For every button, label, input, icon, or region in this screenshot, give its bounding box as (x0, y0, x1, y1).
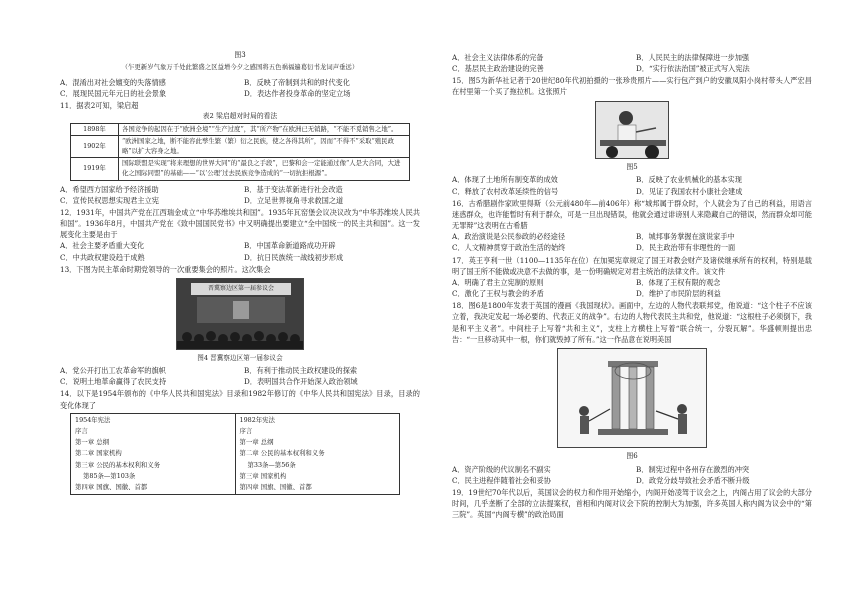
q13-option-b: B．有利于推动民主政权建设的探索 (244, 366, 358, 376)
q12-option-b: B．中国革命新道路成功开辟 (244, 241, 336, 251)
q15-text: 15．图5为新华社记者于20世纪80年代初拍摄的一张珍贵照片——实行包产到户的安徽凤阳小岗村带头人严宏昌在村里第一个买了拖拉机。这张照片 (452, 76, 812, 97)
q16-options (452, 231, 812, 253)
q16-option-a: A．政治演说是公民参政的必经途径 (452, 232, 566, 242)
table2-year: 1919年 (71, 158, 119, 180)
table2-title: 表2 梁启超对时局的看法 (202, 112, 278, 121)
fig6-caption: 图6 (626, 451, 638, 460)
q18-options (452, 464, 812, 486)
const-1954-item: 第85条—第103条 (83, 471, 136, 480)
fig5-caption: 图5 (626, 162, 638, 171)
q17-option-c: C．激化了王权与教会的矛盾 (452, 289, 544, 299)
table-row (71, 158, 410, 180)
q13-option-d: D．表明国共合作开始深入政治领域 (244, 377, 358, 387)
constitution-table (70, 413, 400, 495)
const-1982-item: 第33条—第56条 (247, 460, 296, 469)
table2 (70, 123, 410, 181)
const-1954-title: 1954年宪法 (75, 415, 111, 424)
q16-option-c: C．人文精神贯穿于政治生活的始终 (452, 243, 566, 253)
table2-text: 各国竞争的起因在于“欧洲全境”“生产过度”，其“所产物”在欧洲已无销路，“不能不觅销售之地”。 (119, 123, 410, 136)
q14-option-c: C．基层民主政治建设的完善 (452, 64, 544, 74)
const-1982-title: 1982年宪法 (239, 415, 275, 424)
const-1982-item: 第一章 总纲 (239, 438, 274, 447)
q11-option-c: C．宣传民权思想实现君主立宪 (60, 195, 159, 205)
q17-option-d: D．维护了市民阶层的利益 (636, 289, 721, 299)
q13-option-c: C．说明土地革命赢得了农民支持 (60, 377, 167, 387)
q11-stem: 11．据表2可知，梁启超 (60, 100, 139, 110)
q17-option-b: B．体现了王权有限的观念 (636, 277, 721, 287)
const-1954-item: 第三章 公民的基本权利和义务 (75, 460, 161, 469)
q14-option-b: B．人民民主的法律保障进一步加强 (636, 53, 750, 62)
q12-options (60, 240, 420, 262)
q16-option-b: B．城邦事务掌握在演说家手中 (636, 232, 735, 242)
q11-option-a: A．希望西方国家给予经济援助 (60, 184, 159, 194)
right-column (452, 52, 812, 520)
constitution-1954 (71, 413, 236, 494)
q18-option-c: C．民主进程伴随着社会和妥协 (452, 475, 551, 485)
q13-text: 13．下图为民主革命时期党领导的一次重要集会的照片。这次集会 (60, 264, 271, 274)
const-1954-item: 序言 (75, 426, 88, 435)
q15-option-b: B．反映了农业机械化的基本实现 (636, 175, 742, 185)
q15-option-a: A．体现了土地所有制变革的成效 (452, 175, 558, 185)
q18-text: 18．图6是1800年发表于英国的漫画《我国现状》。画面中，左边的人物代表联邦党，他说道：“这个柱子不应该立着，我决定发起一场必要的、代表正义的战争”。右边的人物代表民主共和党，他说道：“这根柱子必须倒下，我是和平主义者”。中间柱子上写着“共和主义”，支柱上方横柱上写着“联合统一，分裂瓦解”。华盛顿则提出忠告：“一旦移动其中一根，你们就毁掉了所有。”这一作品意在说明美国 (452, 301, 812, 344)
const-1982-item: 第二章 公民的基本权利和义务 (239, 449, 325, 458)
q16-text: 16．古希腊剧作家欧里得斯（公元前480年—前406年）称“城邦属于群众时，个人就会为了自己的利益，用语言迷惑群众，也许能暂时有利于群众，可是一旦出现错误，他就会通过诽谤别人来隐藏自己的错误，然而群众却可能无罪辩”这表明在古希腊 (452, 198, 812, 231)
table2-text: “欧洲国家之地，断不能容此孳生繁（繁）衍之民族，使之各得其所”，因而“不得不”采取“殖民政略”以扩大容身之地。 (119, 136, 410, 158)
left-column (60, 48, 420, 495)
q12-text: 12．1931年，中国共产党在江西瑞金成立“中华苏维埃共和国”。1935年瓦窑堡会议决议改为“中华苏维埃人民共和国”。1936年8月，中国共产党在《致中国国民党书》中又明确提出要建立“全中国统一的民主共和国”。这一发展变化主要是由于 (60, 207, 420, 240)
q18-option-a: A．资产阶级的代议制名不副实 (452, 464, 551, 474)
q17-option-a: A．明确了君主立宪制的原则 (452, 277, 544, 287)
q14-option-a: A．社会主义法律体系的完备 (452, 53, 544, 62)
tractor-photo-illustration (596, 102, 669, 159)
q14-option-d: D．“实行依法治国”被正式写入宪法 (636, 64, 750, 74)
q17-text: 17．英王亨利一世（1100—1135年在位）在加冕宪章规定了国王对教会财产及诸侯继承所有的权利，特别是载明了国王所不能做或决意不去做的事，是一份明确规定对君主统治的法律文件。该文件 (452, 255, 812, 276)
q17-options (452, 277, 812, 299)
const-1954-item: 第一章 总纲 (75, 438, 109, 447)
q10-option-c: C．展现民国元年元日的社会景象 (60, 88, 167, 98)
fig4-caption: 图4 晋冀察边区第一届参议会 (197, 353, 283, 362)
q14-text: 14．以下是1954年颁布的《中华人民共和国宪法》目录和1982年修订的《中华人民共和国宪法》目录，目录的变化体现了 (60, 389, 420, 410)
const-1982-item: 第四章 国旗、国徽、首都 (239, 482, 312, 491)
table2-year: 1898年 (71, 123, 119, 136)
q11-option-d: D．立足世界视角寻求救国之道 (244, 195, 344, 205)
q18-option-b: B．制宪过程中各州存在激烈的冲突 (636, 464, 750, 474)
q13-option-a: A．党公开打出工农革命军的旗帜 (60, 366, 166, 376)
q16-option-d: D．民主政治带有非理性的一面 (636, 243, 736, 253)
fig3-caption: 图3 (234, 51, 246, 59)
const-1954-item: 第二章 国家机构 (75, 449, 122, 458)
q12-option-c: C．中共政权建设趋于成熟 (60, 252, 145, 262)
q13-options (60, 365, 420, 387)
q19-text: 19．19世纪70年代以后，英国议会的权力和作用开始缩小，内阁开始凌驾于议会之上，内阁占用了议会的大部分时间，几乎垄断了全部的立法提案权，首相和内阁对议会下院的控制大为加强，许多英国人称内阁为议会中的“第三院”。英国“内阁专横”的政治局面 (452, 487, 812, 520)
const-1954-item: 第四章 国旗、国徽、首都 (75, 482, 148, 491)
constitution-1982 (235, 413, 400, 494)
q10-option-b: B．反映了帝制到共和的时代变化 (244, 77, 350, 87)
q10-option-d: D．表达作者投身革命的坚定立场 (244, 88, 351, 98)
q14-options (452, 52, 812, 74)
table-row (71, 123, 410, 136)
fig3-quote: （乍更新岁气象万千处此繁盛之区益增今夕之感国将五色祸福遍葛衍书龙词声垂远） (121, 63, 359, 71)
q10-options (60, 77, 420, 99)
q15-option-d: D．见证了我国农村小康社会建成 (636, 186, 743, 196)
q12-option-d: D．抗日民族统一战线初步形成 (244, 252, 344, 262)
table2-year: 1902年 (71, 136, 119, 158)
const-1982-item: 序言 (239, 426, 253, 435)
fig4-photo (176, 278, 304, 350)
q18-option-d: D．政党分歧导致社会矛盾不断升级 (636, 475, 750, 485)
q10-option-a: A．混淆出对社会嬗变的失落情感 (60, 77, 166, 87)
fig5-photo (595, 101, 669, 159)
table-row (71, 136, 410, 158)
q12-option-a: A．社会主要矛盾重大变化 (60, 241, 145, 251)
cartoon-illustration (558, 349, 707, 448)
table2-text: 国际联盟是实现“将来理想的世界大同”的“最良之手段”，巴黎和会一定能通过像“人是大合同，大进化之国际同盟”的基础——“以‘公理’过去民族竞争造成的“一切抗拒根源”。 (119, 158, 410, 180)
const-1982-item: 第三章 国家机构 (239, 471, 287, 480)
q15-option-c: C．释放了农村改革延续性的信号 (452, 186, 559, 196)
fig6-cartoon (557, 348, 707, 448)
q11-options (60, 184, 420, 206)
q15-options (452, 174, 812, 196)
fig4-banner: 晋冀察边区第一届参议会 (207, 284, 274, 292)
q11-option-b: B．基于变法革新进行社会改造 (244, 184, 343, 194)
